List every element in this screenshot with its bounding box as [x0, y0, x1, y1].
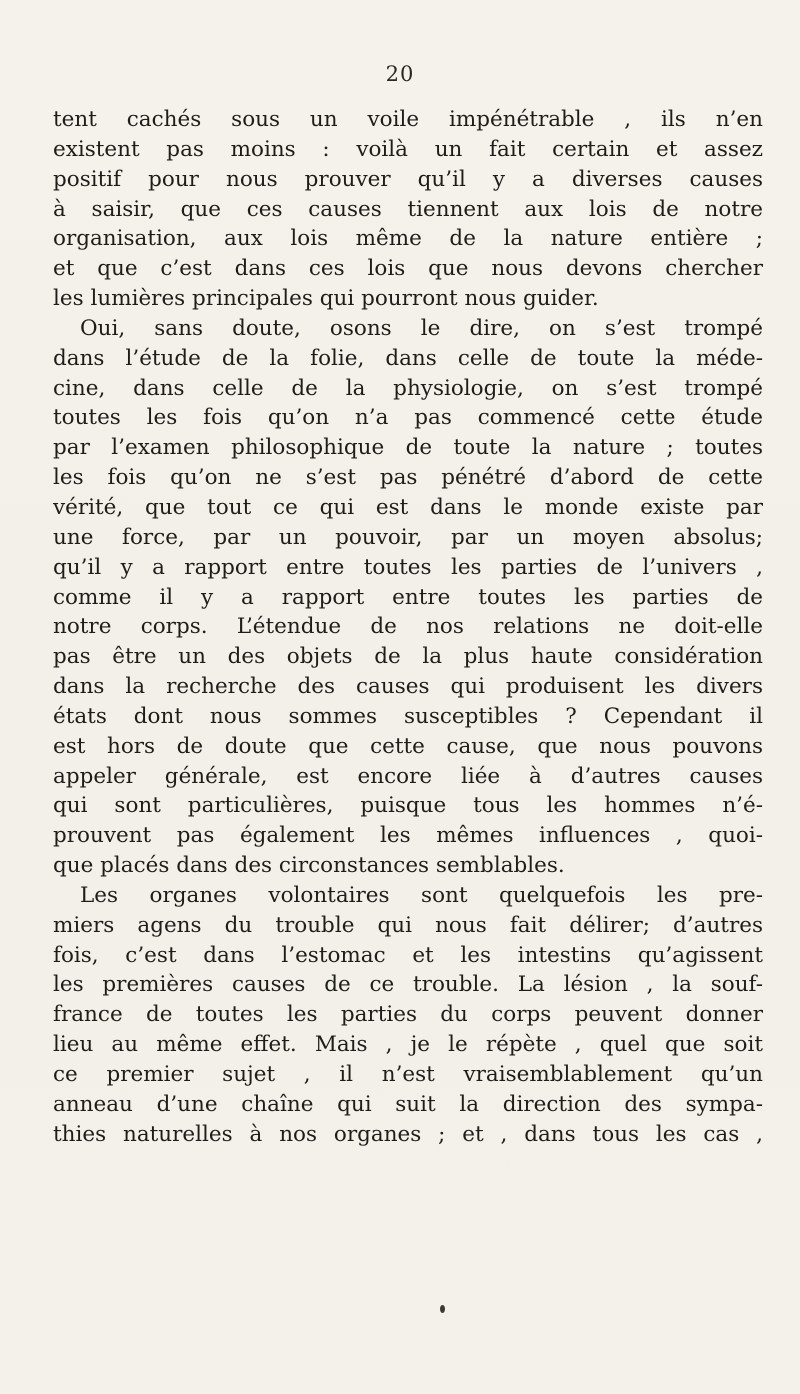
- text-line: organisation, aux lois même de la nature entière ;: [53, 226, 763, 252]
- text-line: cine, dans celle de la physiologie, on s’est trompé: [53, 375, 763, 401]
- text-line: lieu au même effet. Mais , je le répète , quel que soit: [53, 1032, 763, 1058]
- text-line: Oui, sans doute, osons le dire, on s’est trompé: [80, 315, 763, 341]
- text-line: qu’il y a rapport entre toutes les parties de l’univers ,: [53, 554, 763, 580]
- text-line: miers agens du trouble qui nous fait délirer; d’autres: [53, 912, 763, 938]
- text-line: Les organes volontaires sont quelquefois les pre-: [80, 882, 763, 908]
- text-line: dans la recherche des causes qui produisent les divers: [53, 674, 763, 700]
- text-line: à saisir, que ces causes tiennent aux lois de notre: [53, 196, 763, 222]
- text-line: comme il y a rapport entre toutes les parties de: [53, 584, 763, 610]
- ink-speck: [440, 1305, 445, 1313]
- text-line: une force, par un pouvoir, par un moyen absolus;: [53, 524, 763, 550]
- text-line: et que c’est dans ces lois que nous devons chercher: [53, 256, 763, 282]
- text-line: fois, c’est dans l’estomac et les intestins qu’agissent: [53, 942, 763, 968]
- text-line: prouvent pas également les mêmes influences , quoi-: [53, 823, 763, 849]
- text-line: existent pas moins : voilà un fait certain et assez: [53, 136, 763, 162]
- text-line: positif pour nous prouver qu’il y a diverses causes: [53, 166, 763, 192]
- body-text: [53, 105, 763, 1150]
- text-line: les premières causes de ce trouble. La lésion , la souf-: [53, 972, 763, 998]
- text-line: dans l’étude de la folie, dans celle de toute la méde-: [53, 345, 763, 371]
- text-line: états dont nous sommes susceptibles ? Cependant il: [53, 703, 763, 729]
- text-line: pas être un des objets de la plus haute considération: [53, 644, 763, 670]
- text-line: vérité, que tout ce qui est dans le monde existe par: [53, 494, 763, 520]
- text-line: que placés dans des circonstances semblables.: [53, 853, 565, 879]
- text-line: notre corps. L’étendue de nos relations ne doit-elle: [53, 614, 763, 640]
- text-line: ce premier sujet , il n’est vraisemblablement qu’un: [53, 1062, 763, 1087]
- page-number: 20: [385, 62, 415, 86]
- text-line: par l’examen philosophique de toute la nature ; toutes: [53, 435, 763, 461]
- text-line: tent cachés sous un voile impénétrable , ils n’en: [53, 107, 763, 132]
- text-line: est hors de doute que cette cause, que nous pouvons: [53, 733, 763, 759]
- text-line: thies naturelles à nos organes ; et , dans tous les cas ,: [53, 1121, 763, 1147]
- text-line: france de toutes les parties du corps peuvent donner: [53, 1002, 763, 1028]
- text-line: les fois qu’on ne s’est pas pénétré d’abord de cette: [53, 465, 763, 491]
- text-line: les lumières principales qui pourront nous guider.: [53, 286, 599, 312]
- text-line: toutes les fois qu’on n’a pas commencé cette étude: [53, 405, 763, 431]
- text-line: qui sont particulières, puisque tous les hommes n’é-: [53, 793, 763, 819]
- text-line: anneau d’une chaîne qui suit la direction des sympa-: [53, 1091, 763, 1117]
- text-line: appeler générale, est encore liée à d’autres causes: [53, 763, 763, 789]
